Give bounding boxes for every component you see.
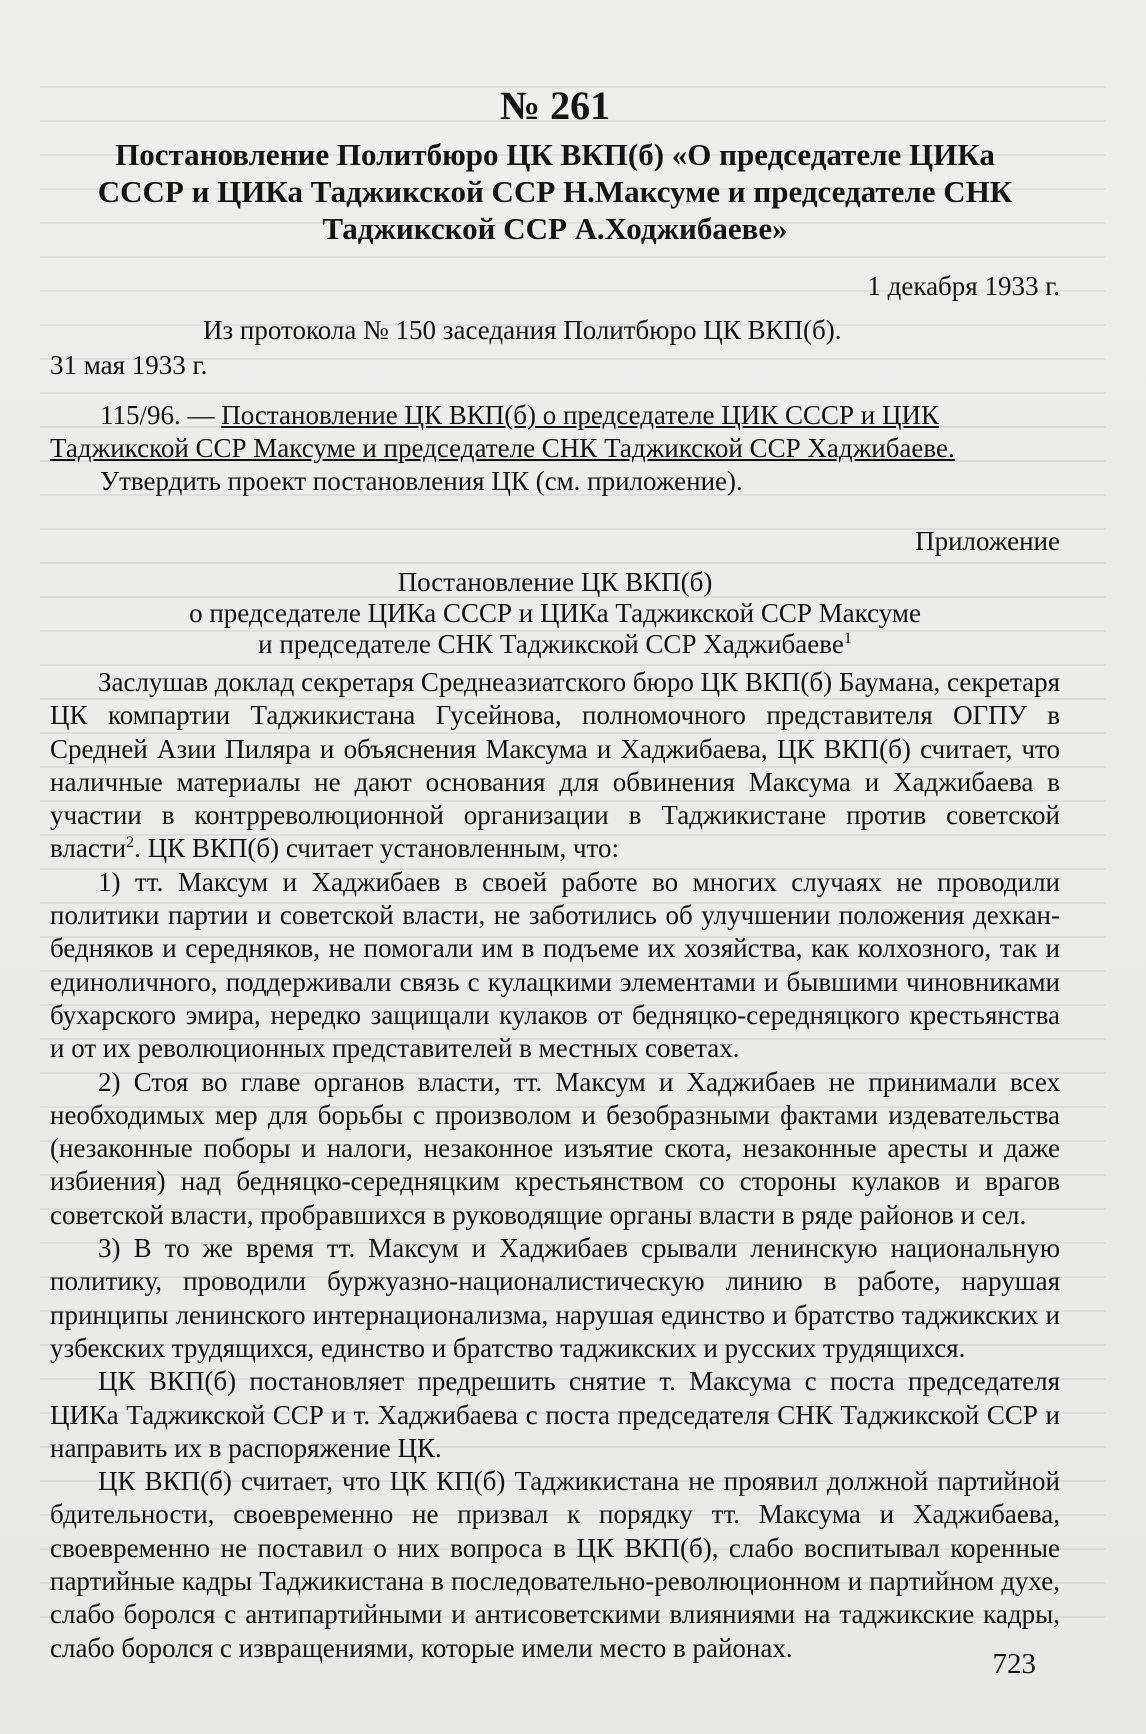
document-date: 1 декабря 1933 г.	[867, 271, 1060, 301]
appendix-title-line1: Постановление ЦК ВКП(б)	[397, 567, 713, 597]
body-paragraph-6: ЦК ВКП(б) считает, что ЦК КП(б) Таджикистана не проявил должной партийной бдительности, своевременно не призвал к порядку тт. Максума и Хаджибаева, своевременно не поставил о них вопроса в ЦК ВКП(б), слабо воспитывал коренные партийные кадры Таджикистана в последовательно-революционном и партийном духе, слабо боролся с антипартийными и антисоветскими влияниями на таджикские кадры, слабо боролся с извращениями, которые имели место в районах.	[50, 1466, 1060, 1663]
document-content	[50, 72, 1060, 1665]
protocol-source: Из протокола № 150 заседания Политбюро ЦК ВКП(б).	[203, 315, 842, 345]
document-title: Постановление Политбюро ЦК ВКП(б) «О председателе ЦИКа СССР и ЦИКа Таджикской ССР Н.Максуме и председателе СНК Таджикской ССР А.Ходжибаеве»	[97, 137, 1013, 246]
document-body	[50, 666, 1060, 1665]
resolution-text: Постановление ЦК ВКП(б) о председателе ЦИК СССР и ЦИК Таджикской ССР Максуме и председателе СНК Таджикской ССР Хаджибаеве.	[50, 400, 955, 463]
document-number: № 261	[499, 83, 611, 128]
footnote-ref-2: 2	[126, 834, 135, 852]
body-paragraph-3: 2) Стоя во главе органов власти, тт. Максум и Хаджибаев не принимали всех необходимых мер для борьбы с произволом и безобразными фактами издевательства (незаконные поборы и налоги, незаконное изъятие скота, незаконные аресты и даже избиения) над бедняцко-середняцким крестьянством со стороны кулаков и врагов советской власти, пробравшихся в руководящие органы власти в ряде районов и сел.	[50, 1066, 1060, 1230]
body-paragraph-4: 3) В то же время тт. Максум и Хаджибаев срывали ленинскую национальную политику, проводили буржуазно-националистическую линию в работе, нарушая принципы ленинского интернационализма, нарушая единство и братство таджикских и узбекских трудящихся, единство и братство таджикских и русских трудящихся.	[50, 1233, 1060, 1363]
footnote-ref-1: 1	[843, 630, 852, 647]
appendix-title-line3-text: и председателе СНК Таджикской ССР Хаджибаеве	[258, 629, 844, 659]
body-p1-end: . ЦК ВКП(б) считает установленным, что:	[134, 833, 619, 864]
resolution-number: 115/96. —	[100, 400, 222, 430]
appendix-label: Приложение	[915, 526, 1060, 556]
appendix-title-line3	[50, 629, 1060, 660]
body-paragraph-5: ЦК ВКП(б) постановляет предрешить снятие т. Максума с поста председателя ЦИКа Таджикской ССР и т. Хаджибаева с поста председателя СНК Таджикской ССР и направить их в распоряжение ЦК.	[50, 1366, 1060, 1463]
appendix-title-line2: о председателе ЦИКа СССР и ЦИКа Таджикской ССР Максуме	[189, 598, 921, 628]
page-number: 723	[992, 1648, 1036, 1680]
resolution-approve: Утвердить проект постановления ЦК (см. приложение).	[100, 466, 743, 496]
body-p1-text: Заслушав доклад секретаря Среднеазиатского бюро ЦК ВКП(б) Баумана, секретаря ЦК компартии Таджикистана Гусейнова, полномочного представителя ОГПУ в Средней Азии Пиляра и объяснения Максума и Хаджибаева, ЦК ВКП(б) считает, что наличные материалы не дают основания для обвинения Максума и Хаджибаева в участии в контрреволюционной организации в Таджикистане против советской власти	[50, 667, 1060, 864]
body-paragraph-2: 1) тт. Максум и Хаджибаев в своей работе во многих случаях не проводили политики партии и советской власти, не заботились об улучшении положения дехкан-бедняков и середняков, не помогали им в подъеме их хозяйства, как колхозного, так и единоличного, поддерживали связь с кулацкими элементами и бывшими чиновниками бухарского эмира, нередко защищали кулаков от бедняцко-середняцкого крестьянства и от их революционных представителей в местных советах.	[50, 866, 1060, 1064]
protocol-date: 31 мая 1933 г.	[50, 350, 208, 380]
body-paragraph-1	[50, 666, 1060, 866]
resolution-heading	[50, 399, 1060, 465]
